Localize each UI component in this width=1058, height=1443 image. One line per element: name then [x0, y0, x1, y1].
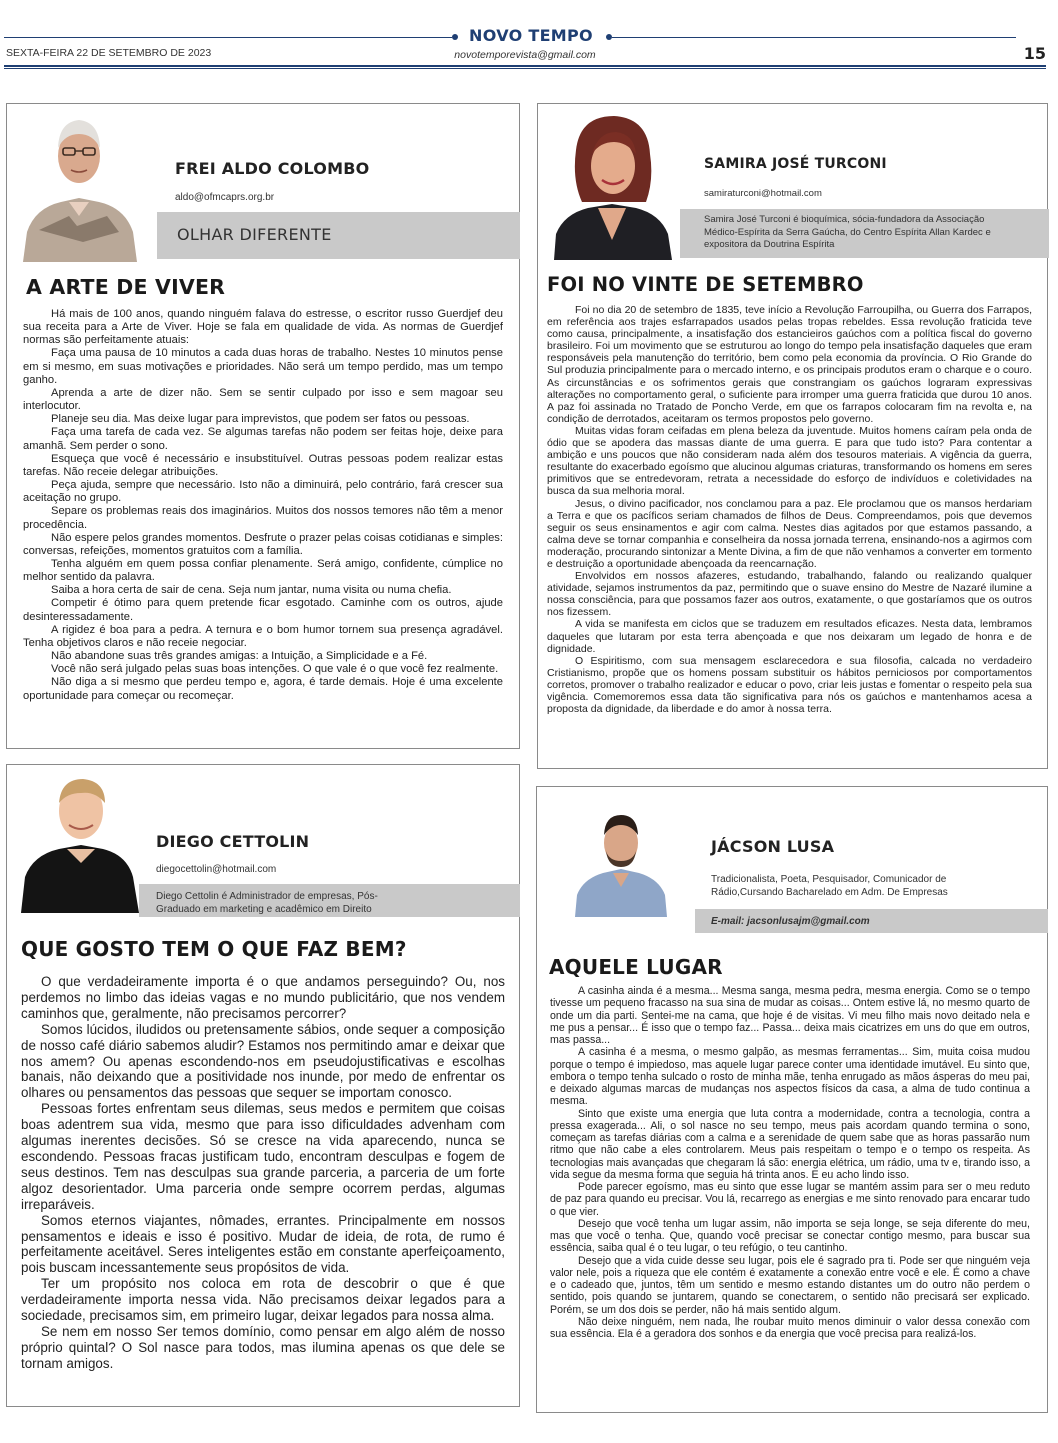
article-paragraph: Separe os problemas reais dos imaginários. Muitos dos nossos temores não têm a menor procedência.	[23, 505, 503, 531]
article-paragraph: Tenha alguém em quem possa confiar plenamente. Será amigo, confidente, cúmplice no melhor sentido da palavra.	[23, 557, 503, 584]
article-paragraph: Planeje seu dia. Mas deixe lugar para imprevistos, que podem ser fatos ou pessoas.	[51, 413, 470, 426]
author-photo-diego-cettolin	[21, 771, 139, 913]
article-paragraph: Jesus, o divino pacificador, nos conclamou para a paz. Ele proclamou que os mansos herdariam a Terra e que os pacíficos seriam chamados de filhos de Deus. Compreendamos, pois que devemos seguir os seus ensinamentos e agir com calma. Nestes dias agitados por que estamos passando, a calma deve se tornar companhia e conselheira da nossa jornada terrena, ensinando-nos a agirmos com moderação, procurando sintonizar a Mente Divina, a fim de que não venhamos a converter em tormento e destruição a oportunidade abençoada da reencarnação.	[547, 497, 1033, 570]
article-paragraph: Peça ajuda, sempre que necessário. Isto não a diminuirá, pelo contrário, fará crescer sua aceitação no grupo.	[23, 479, 503, 505]
article-paragraph: Não diga a si mesmo que perdeu tempo e, agora, é tarde demais. Hoje é uma excelente oportunidade para começar ou recomeçar.	[23, 676, 503, 702]
article-body	[23, 308, 503, 703]
author-email: aldo@ofmcaprs.org.br	[175, 192, 275, 203]
author-photo-aldo-colombo	[21, 104, 139, 262]
article-paragraph: Esqueça que você é necessário e insubstituível. Outras pessoas podem realizar estas tarefas. Não receie delegar atribuições.	[23, 452, 503, 478]
author-photo-jacson-lusa	[575, 807, 667, 917]
newspaper-email: novotemporevista@gmail.com	[454, 49, 596, 61]
article-paragraph: Sinto que existe uma energia que luta contra a modernidade, contra a tecnologia, contra a pressa exagerada... Ali, o sol nasce no seu tempo, meus pais acordam quando termina o sono, começam as tarefas diárias com a calma e a serenidade de quem sabe que as horas passarão num ritmo que não cabe a eles controlarem. Meus pais respeitam o tempo e o tempo os respeita. As tecnologias mais avançadas que chegaram lá são: energia elétrica, um rádio, uma tv e, tirando isso, a vida segue da mesma forma que seguia há trinta anos. E eu acho lindo isso.	[550, 1107, 1030, 1181]
article-paragraph: A casinha ainda é a mesma... Mesma sanga, mesma pedra, mesma energia. Como se o tempo tivesse um pequeno fracasso na sua sina de mudar as coisas... Ontem estive lá, no mesmo quarto de onde um dia parti. Sentei-me na cama, que hoje é de visitas. Vi meu filho mais novo deitado nela e me pus a pensar... É isso que o tempo faz... Passa... deixa mais cicatrizes em uns do que em outros, mas passa...	[550, 985, 1030, 1046]
article-paragraph: O Espiritismo, com sua mensagem esclarecedora e sua filosofia, calcada no verdadeiro Cristianismo, propõe que os homens possam substituir os hábitos perniciosos por comportamentos corretos, promover o trabalho realizador e educar o povo, criar leis justas e fomentar o respeito pela sua vigência. Comemoremos essa data tão significativa para nós os gaúchos e mantenhamos acesa a proposta da dignidade, da liberdade e do amor à nossa terra.	[547, 654, 1032, 716]
author-bio: Samira José Turconi é bioquímica, sócia-fundadora da Associação Médico-Espírita da Serra Gaúcha, do Centro Espírita Allan Kardec e expositora da Doutrina Espírita	[704, 214, 991, 250]
article-paragraph: Somos lúcidos, iludidos ou pretensamente sábios, onde sequer a composição de nosso café diário sabemos aludir? Estamos nos permitindo amar e deixar que nos amem? Ou apenas escondendo-nos em pseudojustificativas e escolhas banais, não deixando que a positividade nos inunde, por medo de enfrentar os olhares ou pensamentos das pessoas que sequer se importam conosco.	[21, 1021, 505, 1101]
article-paragraph: Pode parecer egoísmo, mas eu sinto que esse lugar se mantém assim para ser o meu reduto de paz para quando eu precisar. Vou lá, recarrego as energias e me sinto renovado para encarar tudo o que vier.	[550, 1181, 1030, 1218]
author-bio: Tradicionalista, Poeta, Pesquisador, Comunicador de Rádio,Cursando Bacharelado em Adm. De Empresas	[711, 874, 948, 898]
article-paragraph: Não deixe ninguém, nem nada, lhe roubar muito menos diminuir o valor dessa conexão com sua essência. Ela é a geradora dos sonhos e da energia que você precisa para realizá-los.	[550, 1315, 1030, 1340]
masthead-divider	[4, 65, 1046, 67]
article-paragraph: Faça uma pausa de 10 minutos a cada duas horas de trabalho. Nestes 10 minutos pense em si mesmo, em suas motivações e prioridades. Não será um tempo perdido, mas um tempo ganho.	[23, 347, 503, 386]
article-paragraph: Ter um propósito nos coloca em rota de descobrir o que é que verdadeiramente importa nessa vida. Não precisamos deixar legados para a sociedade, precisamos sim, em primeiro lugar, deixar legados para nossa alma.	[21, 1276, 505, 1324]
column-name: OLHAR DIFERENTE	[177, 225, 332, 244]
author-name: SAMIRA JOSÉ TURCONI	[704, 156, 887, 172]
article-body	[21, 974, 505, 1372]
author-name: DIEGO CETTOLIN	[156, 832, 310, 851]
article-paragraph: Pessoas fortes enfrentam seus dilemas, seus medos e permitem que coisas boas adentrem sua vida, mesmo que para isso dificuldades advenham com algumas inerentes decisões. Só se cresce na vida aparecendo, nunca se escondendo. Pessoas fracas justificam tudo, encontram desculpas e fogem de seus destinos. Tem nas desculpas sua grande parceria, a parceria de um forte algoz desorientador. Uma parceria onde sempre ocorrem perdas, algumas irreparáveis.	[21, 1101, 505, 1212]
article-paragraph: Muitas vidas foram ceifadas em plena beleza da juventude. Muitos homens caíram pela onda de ódio que se apodera das massas diante de uma guerra. E para que tudo isto? Para contentar a ambição e uns poucos que não consideram nada além dos tesouros materiais. A vigência da guerra, resultante do exacerbado egoísmo que alucinou algumas criaturas, transformando os homens em seres primitivos que se entredevoram, retrata a necessidade do esforço de indivíduos e coletividades na busca da sua melhoria moral.	[547, 424, 1032, 498]
article-paragraph: A casinha é a mesma, o mesmo galpão, as mesmas ferramentas... Sim, muita coisa mudou porque o tempo é impiedoso, mas aquele lugar parece conter uma identidade imutável. Eu sinto que, embora o tempo tenha sulcado o rosto de minha mãe, tenha enrugado as mãos ásperas do meu pai, e deixado algumas marcas de mudanças nos aspectos físicos da casa, a alma de tudo continua a mesma.	[550, 1046, 1030, 1108]
masthead-dot-left	[452, 34, 458, 40]
column-box-samira-turconi	[537, 103, 1048, 769]
article-paragraph: Desejo que você tenha um lugar assim, não importa se seja longe, se seja diferente do meu, mas que você o tenha. Que, quando você precisar se conectar contigo mesmo, para buscar sua essência, saiba qual é o teu lugar, o teu refúgio, o teu cantinho.	[550, 1217, 1030, 1255]
article-paragraph: Foi no dia 20 de setembro de 1835, teve início a Revolução Farroupilha, ou Guerra dos Farrapos, em referência aos trajes esfarrapados usados pelas tropas rebeldes. Essa revolução fraticida teve como causa, principalmente, a insatisfação dos estancieiros gaúchos com a política fiscal do governo brasileiro. Foi um movimento que se estruturou ao longo do tempo pela insatisfação daqueles que eram responsáveis pela manutenção do território, bem como pela economia da província. O Rio Grande do Sul produzia principalmente para o mercado interno, e os principais produtos eram o charque e o couro. As circunstâncias e os sofrimentos gerais que constrangiam os gaúchos lograram expressivas alterações no comportamento geral, o suficiente para irromper uma guerra fraticida que durou 10 anos. A paz foi assinada no Tratado de Poncho Verde, em que os farrapos colocaram fim na revolta e, na condição de derrotados, aceitaram os termos propostos pelo governo.	[547, 304, 1032, 425]
article-paragraph: Desejo que a vida cuide desse seu lugar, pois ele é sagrado pra ti. Pode ser que ninguém veja valor nele, pois a riqueza que ele contém é exatamente a conexão entre você e ele. É como a chave e o cadeado que, juntos, têm um sentido e mesmo estando distantes um do outro não perdem o sentido, pois quando se juntarem, quando se conectarem, o sentido não precisará ser explicado. Porém, se um dos dois se perder, não há mais sentido algum.	[550, 1254, 1030, 1316]
page-number: 15	[1023, 44, 1046, 63]
author-photo-samira-turconi	[554, 110, 672, 260]
article-headline: QUE GOSTO TEM O QUE FAZ BEM?	[21, 937, 407, 961]
article-paragraph: Há mais de 100 anos, quando ninguém falava do estresse, o escritor russo Guerdjef deu sua receita para a Arte de Viver. Hoje se fala em qualidade de vida. As normas de Guerdjef normas são perfeitamente atuais:	[23, 308, 503, 347]
article-headline: A ARTE DE VIVER	[26, 275, 226, 299]
article-body	[550, 985, 1030, 1340]
author-email: samiraturconi@hotmail.com	[704, 188, 822, 199]
article-paragraph: Não espere pelos grandes momentos. Desfrute o prazer pelas coisas cotidianas e simples: conversas, refeições, momentos gratuitos com a família.	[23, 531, 503, 557]
article-paragraph: Você não será julgado pelas suas boas intenções. O que vale é o que você fez realmente.	[51, 663, 499, 676]
article-paragraph: Se nem em nosso Ser temos domínio, como pensar em algo além de nosso próprio quintal? O Sol nasce para todos, mas ilumina apenas os que dele se tornam amigos.	[21, 1323, 505, 1371]
column-box-diego-cettolin	[6, 764, 520, 1407]
edition-date: SEXTA-FEIRA 22 DE SETEMBRO DE 2023	[6, 47, 212, 59]
author-email: E-mail: jacsonlusajm@gmail.com	[711, 916, 870, 927]
author-email: diegocettolin@hotmail.com	[156, 864, 277, 875]
article-headline: AQUELE LUGAR	[549, 955, 723, 979]
article-paragraph: Aprenda a arte de dizer não. Sem se sentir culpado por isso e sem magoar seu interlocutor.	[23, 386, 503, 413]
article-body	[547, 304, 1032, 715]
column-box-aldo-colombo	[6, 103, 520, 749]
article-headline: FOI NO VINTE DE SETEMBRO	[547, 273, 864, 296]
author-name: FREI ALDO COLOMBO	[175, 159, 370, 178]
masthead-rule-right	[612, 37, 1016, 38]
article-paragraph: O que verdadeiramente importa é o que andamos perseguindo? Ou, nos perdemos no limbo das ideias vagas e no mundo publicitário, que nos vendem caminhos que, geralmente, não precisamos percorrer?	[21, 974, 505, 1021]
newspaper-title: NOVO TEMPO	[469, 26, 593, 45]
article-paragraph: Saiba a hora certa de sair de cena. Seja num jantar, numa visita ou numa chefia.	[51, 584, 452, 597]
article-paragraph: Não abandone suas três grandes amigas: a Intuição, a Simplicidade e a Fé.	[51, 650, 428, 663]
article-paragraph: Envolvidos em nossos afazeres, estudando, trabalhando, falando ou realizando qualquer atividade, sejamos instrumentos da paz, permitindo que o suave ensino do Mestre de Nazaré ilumine a nossa consciência, para que possamos fazer aos outros, exatamente, o que gostaríamos que os outros nos fizessem.	[547, 570, 1032, 619]
author-bio: Diego Cettolin é Administrador de empresas, Pós-Graduado em marketing e acadêmico em Direito	[156, 891, 378, 915]
author-name: JÁCSON LUSA	[711, 837, 835, 856]
article-paragraph: A rigidez é boa para a pedra. A ternura e o bom humor tornem sua presença agradável. Tenha objetivos claros e não receie negociar.	[23, 623, 503, 649]
article-paragraph: A vida se manifesta em ciclos que se traduzem em resultados eficazes. Nesta data, lembramos daqueles que lutaram por esta terra abençoada e que nos deixaram um legado de honra e de dignidade.	[547, 618, 1032, 655]
article-paragraph: Faça uma tarefa de cada vez. Se algumas tarefas não podem ser feitas hoje, deixe para amanhã. Sem perder o sono.	[23, 426, 503, 452]
masthead-rule-left	[4, 37, 452, 38]
masthead-divider-thin	[4, 68, 1046, 69]
column-box-jacson-lusa	[536, 786, 1048, 1413]
article-paragraph: Competir é ótimo para quem pretende ficar esgotado. Caminhe com os outros, ajude desinteressadamente.	[23, 597, 503, 623]
article-paragraph: Somos eternos viajantes, nômades, errantes. Principalmente em nossos pensamentos e ideais e isso é positivo. Mudar de ideia, de rota, de rumo é perfeitamente aceitável. Seres inteligentes estão em constante aperfeiçoamento, pois buscam incessantemente seus propósitos de vida.	[21, 1212, 505, 1276]
